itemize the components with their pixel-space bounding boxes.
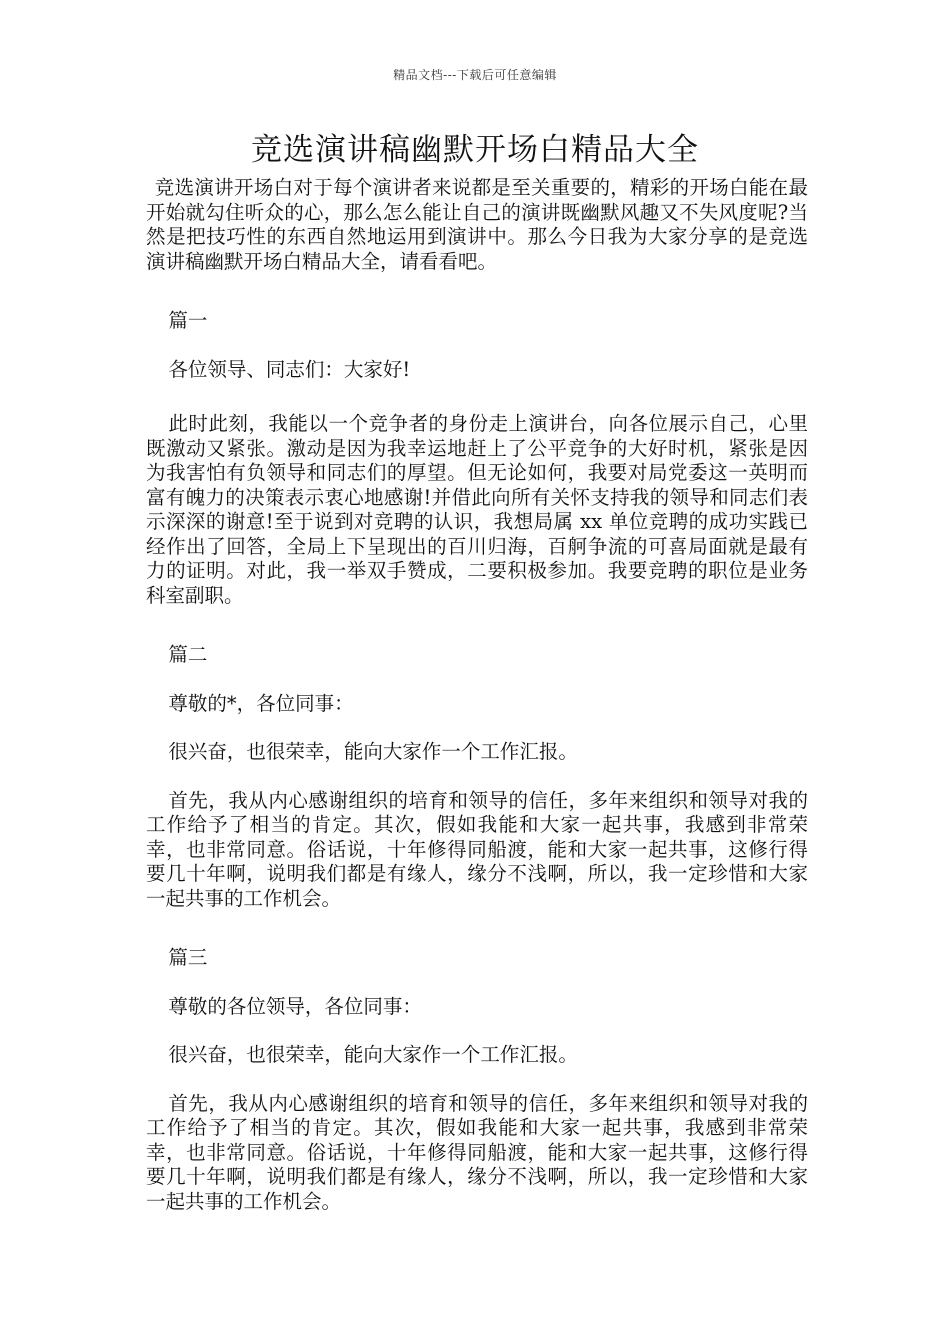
section-3-body: 首先，我从内心感谢组织的培育和领导的信任，多年来组织和领导对我的工作给予了相当的肯定。其次，假如我能和大家一起共事，我感到非常荣幸，也非常同意。俗话说，十年修得同船渡，能和大家一起共事，这修行得要几十年啊，说明我们都是有缘人，缘分不浅啊，所以，我一定珍惜和大家一起共事的工作机会。 — [146, 1091, 808, 1213]
intro-paragraph: 竞选演讲开场白对于每个演讲者来说都是至关重要的，精彩的开场白能在最开始就勾住听众的心，那么怎么能让自己的演讲既幽默风趣又不失风度呢?当然是把技巧性的东西自然地运用到演讲中。那么今日我为大家分享的是竞选演讲稿幽默开场白精品大全，请看看吧。 — [146, 176, 808, 273]
section-3-line: 很兴奋，也很荣幸，能向大家作一个工作汇报。 — [168, 1043, 578, 1066]
section-3-greeting: 尊敬的各位领导，各位同事： — [168, 994, 422, 1018]
document-title: 竞选演讲稿幽默开场白精品大全 — [251, 132, 699, 168]
section-3-heading: 篇三 — [168, 946, 208, 969]
section-1-greeting: 各位领导、同志们：大家好! — [168, 357, 411, 381]
section-2-line: 很兴奋，也很荣幸，能向大家作一个工作汇报。 — [168, 740, 578, 763]
document-body — [146, 176, 808, 1214]
page-header: 精品文档---下载后可任意编辑 — [393, 68, 557, 82]
section-1-heading: 篇一 — [168, 309, 208, 332]
section-2-body: 首先，我从内心感谢组织的培育和领导的信任，多年来组织和领导对我的工作给予了相当的肯定。其次，假如我能和大家一起共事，我感到非常荣幸，也非常同意。俗话说，十年修得同船渡，能和大家一起共事，这修行得要几十年啊，说明我们都是有缘人，缘分不浅啊，所以，我一定珍惜和大家一起共事的工作机会。 — [146, 788, 808, 910]
section-2-greeting: 尊敬的*，各位同事： — [168, 691, 354, 715]
section-2-heading: 篇二 — [168, 643, 208, 666]
section-1-body: 此时此刻，我能以一个竞争者的身份走上演讲台，向各位展示自己，心里既激动又紧张。激动是因为我幸运地赶上了公平竞争的大好时机，紧张是因为我害怕有负领导和同志们的厚望。但无论如何，我要对局党委这一英明而富有魄力的决策表示衷心地感谢!并借此向所有关怀支持我的领导和同志们表示深深的谢意!至于说到对竞聘的认识，我想局属 xx 单位竞聘的成功实践已经作出了回答，全局上下呈现出的百川归海，百舸争流的可喜局面就是最有力的证明。对此，我一举双手赞成，二要积极参加。我要竞聘的职位是业务科室副职。 — [146, 412, 808, 607]
